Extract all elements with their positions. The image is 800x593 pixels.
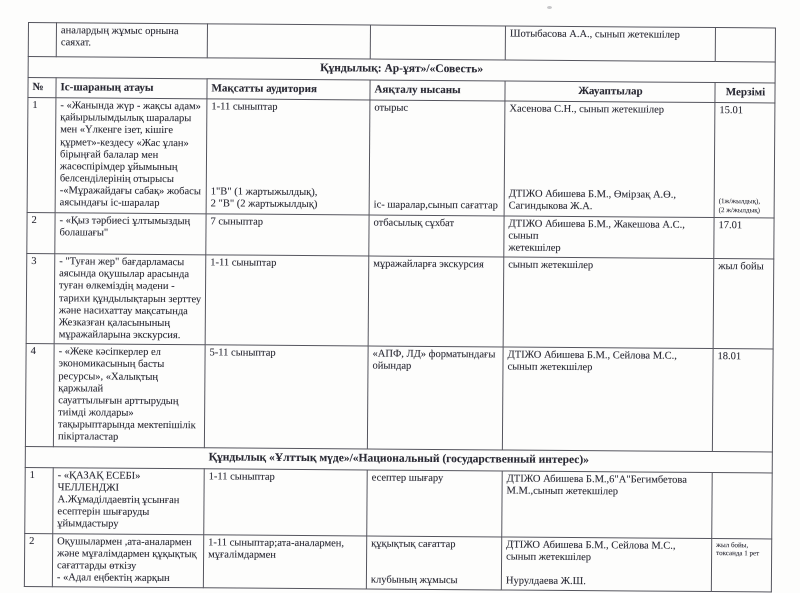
cell-responsible-text: сынып жетекшілер — [508, 259, 594, 272]
column-header: Аяқталу нысаны — [370, 80, 505, 101]
table-row — [25, 467, 772, 538]
cell-num — [25, 467, 53, 533]
cell-responsible — [505, 26, 715, 62]
table-row — [27, 98, 775, 218]
cell-responsible-text-top: Хасенова С.Н., сынып жетекшілер — [509, 103, 665, 116]
cell-audience-text: 5-11 сыныптар — [209, 347, 276, 360]
cell-responsible-text: ДТІЖО Абишева Б.М.,6"А"Бегимбетова М.М.,сынып жетекшілер — [506, 473, 687, 498]
cell-num-text: 2 — [31, 214, 37, 226]
cell-activity — [56, 23, 207, 58]
cell-audience-text: 1-11 сыныптар — [210, 257, 277, 269]
cell-term — [712, 472, 772, 538]
column-header: Мерзімі — [715, 83, 775, 103]
cell-activity — [55, 212, 206, 255]
cell-form — [369, 100, 505, 216]
cell-form — [367, 346, 503, 449]
cell-term-text: 17.01 — [718, 219, 743, 231]
cell-num-text: 3 — [31, 256, 37, 268]
cell-audience-text-top: 1-11 сыныптар — [211, 101, 278, 113]
table-row — [27, 212, 774, 259]
cell-term — [712, 349, 773, 452]
cell-audience-text: 1-11 сыныптар — [208, 470, 275, 483]
cell-num-text: 1 — [29, 469, 35, 481]
cell-audience — [205, 255, 369, 346]
cell-form-text-top: құқықтық сағаттар — [371, 538, 456, 550]
cell-audience — [206, 213, 369, 256]
cell-audience — [207, 24, 370, 59]
cell-num-text: 4 — [30, 346, 36, 358]
cell-form-text: мұражайларға экскурсия — [373, 258, 484, 271]
column-header: № — [28, 78, 56, 98]
cell-responsible — [504, 101, 715, 217]
cell-form-text: отбасылық сұхбат — [373, 217, 455, 229]
cell-audience — [204, 345, 368, 449]
table-row — [25, 344, 773, 452]
cell-audience — [206, 99, 370, 215]
table-row — [26, 254, 774, 350]
section-title: Құндылық: Ар-ұят»/«Совесть» — [28, 57, 775, 83]
column-header: Жауаптылар — [505, 81, 715, 103]
scan-speckle — [547, 6, 552, 9]
cell-responsible-text: Шотыбасова А.А., сынып жетекшілер — [509, 28, 680, 41]
cell-activity-text: Оқушылармен ,ата-аналармен және мұғалімдармен құқықтық сағаттарды өткізу - «Адал еңбектің жарқын — [56, 535, 197, 585]
cell-num-text: 1 — [32, 100, 38, 112]
events-plan-table — [24, 22, 776, 593]
cell-term-text: 18.01 — [717, 351, 742, 363]
section-title: Құндылық «Ұлттық мүде»/«Национальный (государственный интерес)» — [25, 446, 772, 472]
cell-activity-text: аналардың жұмыс орнына саяхат. — [60, 25, 179, 49]
cell-audience-text: 1-11 сыныптар;ата-аналармен, мұғалімдармен — [208, 536, 345, 561]
cell-responsible — [501, 536, 711, 591]
cell-activity-text: - «Жанында жүр - жақсы адам» қайырылымдылық шаралары мен «Үлкенге ізет, кішіге құрмет»-кездесу «Жас ұлан» бірыңғай балалар мен жасөспірімдер ұйымының белсенділерінің отырысы -«Мұражайдағы сабақ» жобасы аясындағы іс-шаралар — [59, 100, 201, 210]
cell-term — [714, 217, 774, 259]
cell-activity — [53, 467, 204, 534]
cell-activity — [52, 533, 203, 588]
cell-responsible — [502, 347, 713, 451]
cell-responsible-text: ДТІЖО Абишева Б.М., Жакешова А.С., сынып жетекшілер — [508, 218, 685, 254]
cell-activity-text: - "Туған жер" бағдарламасы аясында оқушылар арасында туған өлкеміздің мәдени - тарихи құндылықтарын зерттеу және насихаттау мақсатында Жезказған қаласынының мұражайларына экскурсия. — [58, 256, 202, 342]
cell-num — [26, 254, 55, 344]
cell-responsible-text: ДТІЖО Абишева Б.М., Сейлова М.С., сынып жетекшілер — [507, 349, 677, 374]
cell-activity-text: - «ҚАЗАҚ ЕСЕБІ» ЧЕЛЛЕНДЖІ А.Жұмаділдаевтің ұсынған есептерін шығаруды ұйымдастыру — [57, 469, 180, 531]
table-row — [28, 23, 775, 62]
cell-responsible — [502, 471, 712, 538]
cell-activity-text: - «Жеке кәсіпкерлер ел экономикасының басты ресурсы», «Халықтың қаржылай сауаттылығын арттырудың тиімді жолдары» тақырыптарында мектепішілік пікірталастар — [57, 346, 196, 444]
cell-activity — [55, 98, 207, 214]
cell-audience — [204, 468, 367, 535]
cell-form-text-bottom: клубының жұмысы — [370, 574, 458, 587]
cell-num — [28, 23, 56, 57]
cell-form-text: «АПФ, ЛД» форматындағы ойындар — [372, 348, 496, 373]
cell-responsible — [504, 216, 714, 259]
cell-activity — [54, 254, 206, 345]
cell-term — [711, 538, 771, 592]
cell-term-text-bottom: (1ж/жылдық), (2 ж/жылдық) — [718, 197, 761, 215]
cell-term — [714, 103, 775, 218]
cell-form — [368, 256, 504, 347]
cell-audience-text: 7 сыныптар — [210, 215, 264, 228]
cell-form-text-bottom: іс- шаралар,сынып сағаттар — [373, 199, 498, 212]
column-header: Іс-шараның атауы — [56, 78, 207, 99]
column-header: Мақсатты аудитория — [207, 79, 370, 100]
cell-activity-text: - «Қыз тәрбиесі ұлтымыздың болашағы" — [59, 214, 191, 239]
cell-num-text: 2 — [29, 535, 35, 547]
cell-activity — [53, 344, 205, 447]
cell-responsible-text-bottom: Нурулдаева Ж.Ш. — [505, 575, 586, 588]
cell-term — [713, 259, 774, 350]
cell-num — [27, 212, 55, 254]
cell-term — [715, 28, 775, 62]
cell-num — [25, 344, 54, 447]
cell-responsible-text-bottom: ДТІЖО Абишева Б.М., Өмірзақ А.Ө., Сагиндыкова Ж.А. — [508, 188, 677, 213]
table-row — [24, 533, 771, 592]
cell-form-text: есептер шығару — [371, 472, 444, 484]
cell-audience-text-bottom: 1"В" (1 жартыжылдық), 2 "В" (2 жартыжылдық) — [210, 186, 318, 211]
plan-table-sheet — [24, 22, 775, 593]
cell-form — [370, 25, 505, 60]
cell-form-text-top: отырыс — [374, 102, 409, 114]
cell-form — [367, 470, 502, 537]
cell-responsible — [503, 257, 714, 349]
cell-responsible-text-top: ДТІЖО Абишева Б.М., Сейлова М.С., сынып жетекшілер — [506, 539, 676, 563]
cell-num — [27, 98, 56, 213]
cell-term-text: жыл бойы — [718, 261, 764, 273]
cell-term-text-top: 15.01 — [719, 105, 744, 117]
cell-num — [24, 533, 52, 587]
cell-term-text-top: жыл бойы, токсанда 1 рет — [716, 540, 760, 558]
cell-audience — [203, 534, 366, 589]
cell-form — [369, 215, 504, 258]
